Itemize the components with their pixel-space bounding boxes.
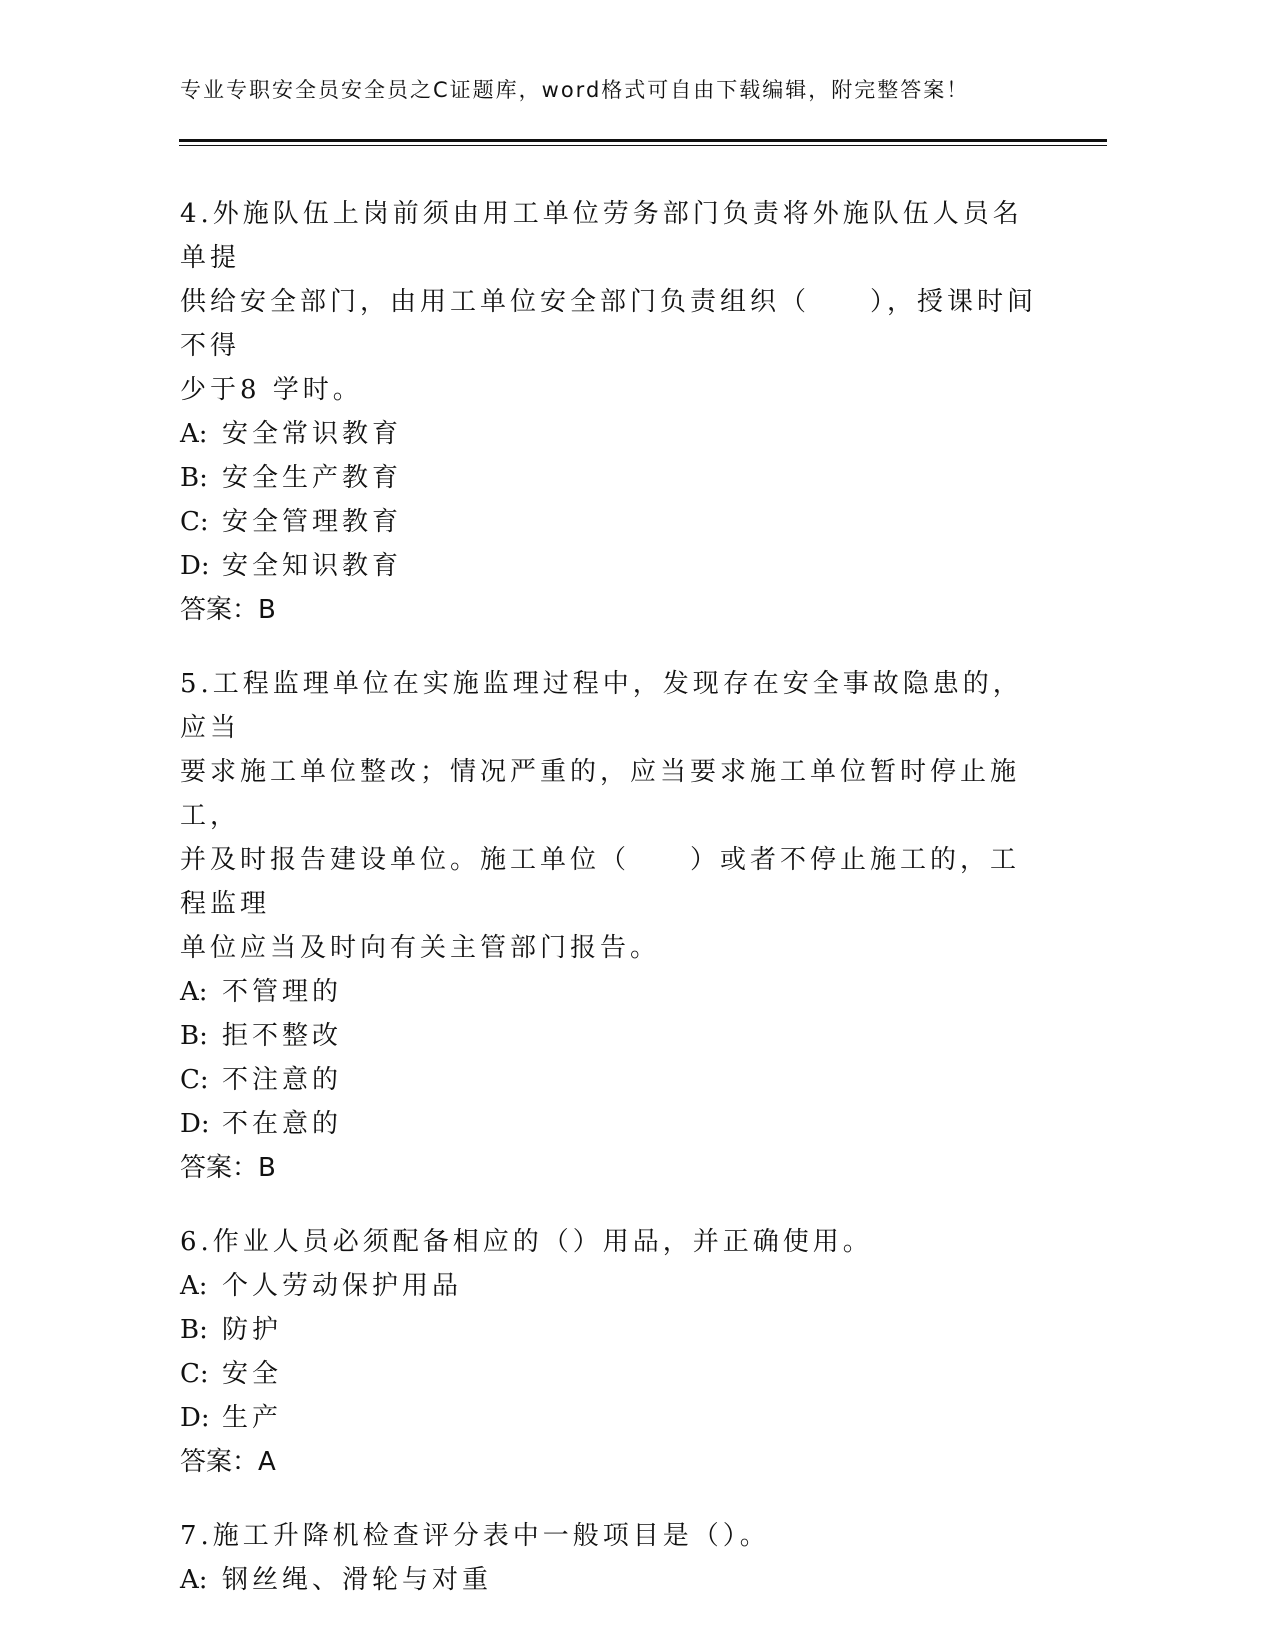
page-header: 专业专职安全员安全员之C证题库，word格式可自由下载编辑，附完整答案！ <box>180 78 970 102</box>
option-a <box>180 1264 1040 1308</box>
option-text: 生产 <box>222 1403 283 1433</box>
option-letter: A: <box>180 977 208 1007</box>
question-text: 6.作业人员必须配备相应的（）用品，并正确使用。 <box>180 1227 873 1257</box>
option-letter: B: <box>180 1021 208 1051</box>
question-5 <box>180 662 1040 1190</box>
option-c <box>180 1352 1040 1396</box>
option-b <box>180 1308 1040 1352</box>
option-d <box>180 1102 1040 1146</box>
answer-line: 答案：A <box>180 1447 276 1477</box>
option-letter: A: <box>180 419 208 449</box>
question-4 <box>180 192 1040 632</box>
option-d <box>180 544 1040 588</box>
option-text: 个人劳动保护用品 <box>222 1271 463 1301</box>
option-a <box>180 970 1040 1014</box>
option-b <box>180 456 1040 500</box>
option-text: 安全生产教育 <box>222 463 403 493</box>
option-text: 安全常识教育 <box>222 419 403 449</box>
option-text: 安全知识教育 <box>222 551 403 581</box>
option-a <box>180 412 1040 456</box>
question-6 <box>180 1220 1040 1484</box>
option-letter: B: <box>180 1315 208 1345</box>
question-text: 4.外施队伍上岗前须由用工单位劳务部门负责将外施队伍人员名单提 供给安全部门，由用工单位安全部门负责组织（ ），授课时间不得 少于8 学时。 <box>180 199 1038 405</box>
answer-line: 答案：B <box>180 595 276 625</box>
question-text: 5.工程监理单位在实施监理过程中，发现存在安全事故隐患的，应当 要求施工单位整改；情况严重的，应当要求施工单位暂时停止施工， 并及时报告建设单位。施工单位（ ）或者不停止施工的，工程监理 单位应当及时向有关主管部门报告。 <box>180 669 1023 963</box>
option-text: 防护 <box>222 1315 283 1345</box>
option-letter: C: <box>180 1359 209 1389</box>
header-divider-thick <box>179 139 1107 142</box>
option-text: 不注意的 <box>222 1065 343 1095</box>
option-letter: D: <box>180 551 210 581</box>
question-list <box>180 192 1040 1632</box>
option-text: 安全管理教育 <box>222 507 403 537</box>
question-7 <box>180 1514 1040 1602</box>
option-letter: A: <box>180 1271 208 1301</box>
option-letter: C: <box>180 1065 209 1095</box>
header-divider-thin <box>179 145 1107 146</box>
option-text: 拒不整改 <box>222 1021 343 1051</box>
option-letter: A: <box>180 1565 208 1595</box>
option-c <box>180 500 1040 544</box>
option-letter: B: <box>180 463 208 493</box>
option-b <box>180 1014 1040 1058</box>
option-text: 不在意的 <box>222 1109 343 1139</box>
option-text: 安全 <box>222 1359 283 1389</box>
option-a <box>180 1558 1040 1602</box>
option-letter: D: <box>180 1109 210 1139</box>
option-text: 不管理的 <box>222 977 343 1007</box>
option-d <box>180 1396 1040 1440</box>
option-letter: C: <box>180 507 209 537</box>
option-c <box>180 1058 1040 1102</box>
option-letter: D: <box>180 1403 210 1433</box>
question-text: 7.施工升降机检查评分表中一般项目是（）。 <box>180 1521 770 1551</box>
answer-line: 答案：B <box>180 1153 276 1183</box>
option-text: 钢丝绳、滑轮与对重 <box>222 1565 493 1595</box>
